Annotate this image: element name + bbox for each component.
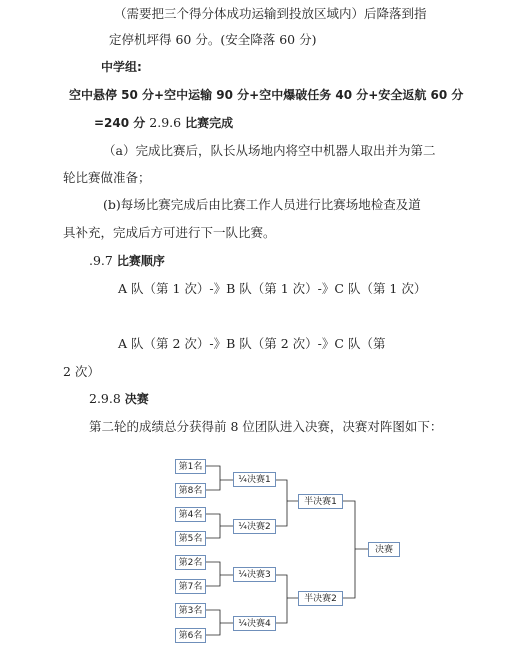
section-title-order: 比赛顺序 (116, 254, 165, 268)
score-total-line (94, 115, 233, 131)
paragraph-a-line-1: （a）完成比赛后，队长从场地内将空中机器人取出并为第二 (103, 143, 436, 158)
section-title-match-complete: 比赛完成 (185, 116, 234, 130)
bracket-seed-1: 第1名 (175, 459, 206, 474)
bracket-quarterfinal-4: ¼决赛4 (233, 616, 276, 631)
section-heading-order-line (89, 253, 165, 269)
paragraph-line-1: （需要把三个得分体成功运输到投放区域内）后降落到指 (114, 6, 427, 21)
bracket-quarterfinal-2: ¼决赛2 (233, 519, 276, 534)
bracket-quarterfinal-1: ¼决赛1 (233, 472, 276, 487)
order-round-2-line-1: A 队（第 2 次）-》B 队（第 2 次）-》C 队（第 (118, 336, 386, 351)
section-title-final: 决赛 (124, 392, 149, 406)
paragraph-a-line-2: 轮比赛做准备； (63, 170, 151, 185)
bracket-seed-2: 第2名 (175, 555, 206, 570)
paragraph-b-line-2: 具补充，完成后方可进行下一队比赛。 (63, 225, 276, 240)
bracket-semifinal-1: 半决赛1 (298, 494, 343, 509)
tournament-bracket-diagram (0, 450, 509, 646)
section-number-2-9-7: .9.7 (89, 253, 117, 268)
bracket-seed-8: 第8名 (175, 483, 206, 498)
paragraph-line-2: 定停机坪得 60 分。(安全降落 60 分) (109, 32, 317, 47)
final-intro-text: 第二轮的成绩总分获得前 8 位团队进入决赛，决赛对阵图如下： (89, 419, 443, 434)
bracket-seed-5: 第5名 (175, 531, 206, 546)
bracket-final: 决赛 (368, 542, 400, 557)
bracket-semifinal-2: 半决赛2 (298, 591, 343, 606)
bracket-seed-6: 第6名 (175, 628, 206, 643)
order-round-2-line-2: 2 次） (63, 364, 100, 379)
score-total: =240 分 (94, 116, 146, 130)
section-number-2-9-8: 2.9.8 (89, 391, 125, 406)
bracket-seed-7: 第7名 (175, 579, 206, 594)
bracket-quarterfinal-3: ¼决赛3 (233, 567, 276, 582)
section-heading-final-line (89, 391, 149, 407)
paragraph-b-line-1: (b)每场比赛完成后由比赛工作人员进行比赛场地检查及道 (103, 197, 421, 212)
score-formula: 空中悬停 50 分+空中运输 90 分+空中爆破任务 40 分+安全返航 60 分 (69, 88, 464, 102)
section-number-2-9-6: 2.9.6 (145, 115, 186, 130)
bracket-seed-4: 第4名 (175, 507, 206, 522)
bracket-seed-3: 第3名 (175, 603, 206, 618)
section-heading-middle-school: 中学组: (101, 60, 142, 74)
order-round-1: A 队（第 1 次）-》B 队（第 1 次）-》C 队（第 1 次） (118, 281, 427, 296)
